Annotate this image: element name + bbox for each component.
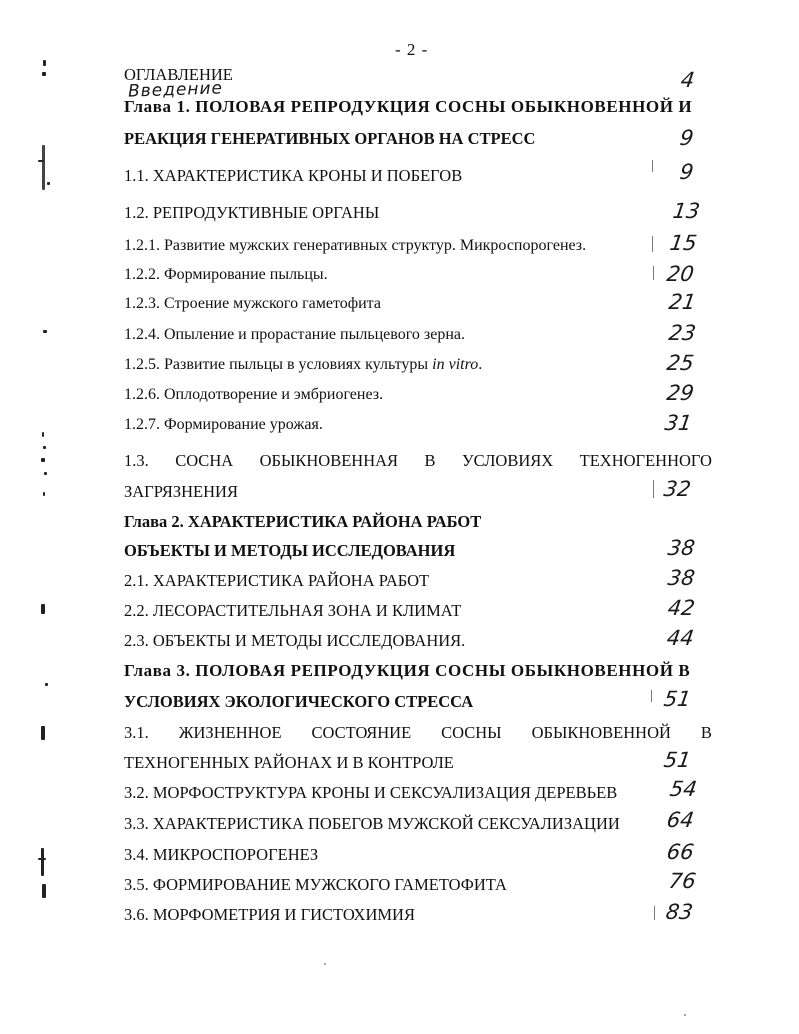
toc-item-3-2-page: 54 xyxy=(668,777,699,801)
toc-item-1-1-page: 9 xyxy=(678,160,696,184)
scan-mark xyxy=(41,458,45,462)
chapter3-line2: УСЛОВИЯХ ЭКОЛОГИЧЕСКОГО СТРЕССА xyxy=(124,692,474,711)
scan-mark xyxy=(41,848,44,876)
toc-item-1-2-5-dot: . xyxy=(478,356,483,373)
scan-tick xyxy=(653,480,654,498)
intro-handwritten: Введение xyxy=(127,78,224,102)
toc-item-1-2-2: 1.2.2. Формирование пыльцы. xyxy=(124,266,328,283)
scan-mark xyxy=(47,182,50,185)
toc-item-3-5: 3.5. ФОРМИРОВАНИЕ МУЖСКОГО ГАМЕТОФИТА xyxy=(124,875,507,894)
scan-mark xyxy=(43,60,46,66)
toc-item-1-2-4-page: 23 xyxy=(667,321,698,345)
chapter2-line1: Глава 2. ХАРАКТЕРИСТИКА РАЙОНА РАБОТ xyxy=(124,512,482,531)
toc-item-3-2: 3.2. МОРФОСТРУКТУРА КРОНЫ И СЕКСУАЛИЗАЦИЯ ДЕРЕВЬЕВ xyxy=(124,783,618,802)
chapter1-line2: РЕАКЦИЯ ГЕНЕРАТИВНЫХ ОРГАНОВ НА СТРЕСС xyxy=(124,129,536,148)
toc-item-2-3: 2.3. ОБЪЕКТЫ И МЕТОДЫ ИССЛЕДОВАНИЯ. xyxy=(124,631,466,650)
scan-mark xyxy=(43,446,46,449)
toc-item-1-2: 1.2. РЕПРОДУКТИВНЫЕ ОРГАНЫ xyxy=(124,203,380,222)
toc-item-3-1-word: СОСНЫ xyxy=(441,723,502,742)
scan-mark xyxy=(44,472,47,475)
toc-item-3-4: 3.4. МИКРОСПОРОГЕНЕЗ xyxy=(124,845,319,864)
toc-item-3-4-page: 66 xyxy=(665,840,696,864)
scan-mark xyxy=(41,726,45,740)
scan-mark xyxy=(42,72,46,76)
toc-item-1-2-7: 1.2.7. Формирование урожая. xyxy=(124,416,323,433)
scan-dot xyxy=(324,963,326,965)
toc-item-1-2-7-page: 31 xyxy=(663,411,694,435)
toc-item-3-1-word: ЖИЗНЕННОЕ xyxy=(178,723,282,742)
toc-item-3-1-word: ОБЫКНОВЕННОЙ xyxy=(531,723,671,742)
chapter2-page: 38 xyxy=(666,536,697,560)
toc-item-1-2-6-page: 29 xyxy=(665,381,696,405)
scan-mark xyxy=(42,884,46,898)
toc-item-1-2-5 xyxy=(124,356,482,374)
toc-item-1-2-4: 1.2.4. Опыление и прорастание пыльцевого зерна. xyxy=(124,326,465,343)
toc-item-3-1-word: В xyxy=(700,723,712,742)
toc-item-3-1-word: 3.1. xyxy=(124,723,149,742)
toc-item-1-2-2-page: 20 xyxy=(665,262,696,286)
toc-item-1-2-3-page: 21 xyxy=(667,290,698,314)
toc-item-3-3-page: 64 xyxy=(665,808,696,832)
toc-item-1-3-word: 1.3. xyxy=(124,451,149,470)
scan-dot xyxy=(684,1014,686,1016)
toc-item-3-1-page: 51 xyxy=(662,748,693,772)
toc-item-1-2-6: 1.2.6. Оплодотворение и эмбриогенез. xyxy=(124,386,384,403)
scan-mark xyxy=(38,858,46,860)
scan-tick xyxy=(653,266,654,280)
scan-mark xyxy=(45,683,48,686)
scan-tick xyxy=(654,906,655,920)
chapter1-page: 9 xyxy=(678,126,696,150)
toc-item-1-3-word: ТЕХНОГЕННОГО xyxy=(579,451,712,470)
toc-item-2-2: 2.2. ЛЕСОРАСТИТЕЛЬНАЯ ЗОНА И КЛИМАТ xyxy=(124,601,462,620)
chapter3-line1: Глава 3. ПОЛОВАЯ РЕПРОДУКЦИЯ СОСНЫ ОБЫКНОВЕННОЙ В xyxy=(124,661,691,680)
toc-item-3-6-page: 83 xyxy=(664,900,695,924)
scan-tick xyxy=(652,236,653,252)
scan-mark xyxy=(38,160,44,162)
toc-item-1-2-1-page: 15 xyxy=(668,231,699,255)
toc-item-1-3-word: В xyxy=(424,451,436,470)
toc-item-1-3-word: ОБЫКНОВЕННАЯ xyxy=(259,451,399,470)
scan-mark xyxy=(43,492,45,496)
chapter1-line1: Глава 1. ПОЛОВАЯ РЕПРОДУКЦИЯ СОСНЫ ОБЫКНОВЕННОЙ И xyxy=(124,97,693,116)
toc-item-1-2-1: 1.2.1. Развитие мужских генеративных структур. Микроспорогенез. xyxy=(124,237,587,254)
toc-item-1-2-5-text: 1.2.5. Развитие пыльцы в условиях культуры xyxy=(124,356,433,373)
toc-item-1-3-page: 32 xyxy=(662,477,693,501)
toc-item-2-1-page: 38 xyxy=(666,566,697,590)
toc-item-3-1-line2: ТЕХНОГЕННЫХ РАЙОНАХ И В КОНТРОЛЕ xyxy=(124,753,454,772)
toc-item-1-2-5-italic: in vitro xyxy=(432,356,479,373)
intro-page-number: 4 xyxy=(679,68,697,92)
chapter1-heading xyxy=(124,97,722,117)
toc-item-1-3-word: УСЛОВИЯХ xyxy=(461,451,554,470)
toc-item-3-3: 3.3. ХАРАКТЕРИСТИКА ПОБЕГОВ МУЖСКОЙ СЕКСУАЛИЗАЦИИ xyxy=(124,814,620,833)
scan-mark xyxy=(42,145,45,190)
page-number: - 2 - xyxy=(395,40,429,59)
toc-item-1-3-line1 xyxy=(124,451,712,471)
toc-item-3-5-page: 76 xyxy=(667,869,698,893)
scan-tick xyxy=(651,690,652,702)
scan-mark xyxy=(42,432,44,437)
scan-tick xyxy=(652,160,653,172)
scan-mark xyxy=(41,604,45,614)
toc-item-1-2-page: 13 xyxy=(671,199,702,223)
toc-item-1-2-5-page: 25 xyxy=(665,351,696,375)
toc-item-1-3-line2: ЗАГРЯЗНЕНИЯ xyxy=(124,482,238,501)
toc-item-3-1-line1 xyxy=(124,723,712,743)
chapter3-page: 51 xyxy=(662,687,693,711)
toc-title: ОГЛАВЛЕНИЕ xyxy=(124,65,233,84)
toc-item-3-6: 3.6. МОРФОМЕТРИЯ И ГИСТОХИМИЯ xyxy=(124,905,415,924)
toc-item-2-2-page: 42 xyxy=(666,596,697,620)
chapter2-line2: ОБЪЕКТЫ И МЕТОДЫ ИССЛЕДОВАНИЯ xyxy=(124,541,456,560)
toc-item-2-3-page: 44 xyxy=(665,626,696,650)
scan-mark xyxy=(43,330,47,333)
toc-item-3-1-word: СОСТОЯНИЕ xyxy=(311,723,412,742)
toc-item-1-3-word: СОСНА xyxy=(175,451,234,470)
toc-item-2-1: 2.1. ХАРАКТЕРИСТИКА РАЙОНА РАБОТ xyxy=(124,571,430,590)
toc-item-1-2-3: 1.2.3. Строение мужского гаметофита xyxy=(124,295,381,312)
toc-item-1-1: 1.1. ХАРАКТЕРИСТИКА КРОНЫ И ПОБЕГОВ xyxy=(124,166,463,185)
